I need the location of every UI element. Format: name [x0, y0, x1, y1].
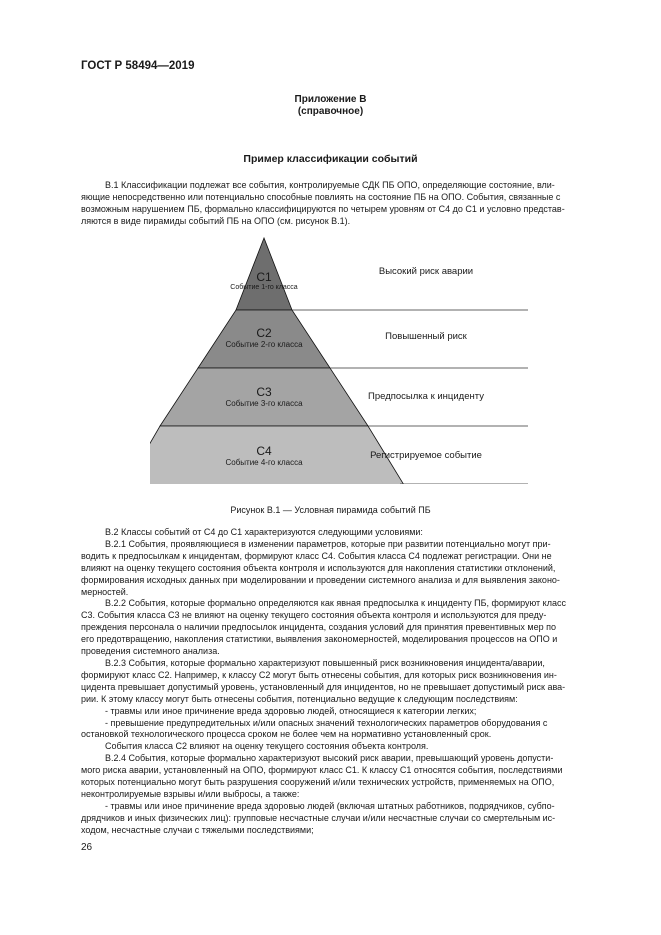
level-code: С1	[256, 270, 272, 284]
text-line: ляются в виде пирамиды событий ПБ на ОПО (см. рисунок В.1).	[81, 215, 351, 226]
text-line: В.2.4 События, которые формально характеризуют высокий риск аварии, превышающий уровень допусти-	[105, 753, 554, 764]
level-code: С2	[256, 326, 272, 340]
section-title: Пример классификации событий	[243, 153, 418, 165]
text-line: его предотвращению, накопления статистики, выявления закономерностей, моделирования процессов на ОПО и	[81, 634, 558, 645]
level-c1-label: Высокий риск аварии	[378, 266, 474, 277]
text-line: которых потенциально могут быть разрушения сооружений и/или технических устройств, применяемых на ОПО,	[81, 777, 555, 788]
page-number: 26	[81, 842, 93, 853]
text-line: остановкой технологического процесса сроком не более чем на нормативно установленный срок.	[81, 729, 492, 740]
intro-paragraph	[81, 180, 593, 228]
text-line: влияют на оценку текущего состояния объекта контроля и используются для накопления статистики отклонений,	[81, 562, 556, 573]
text-line: В.2.3 События, которые формально характеризуют повышенный риск возникновения инцидента/аварии,	[105, 657, 545, 668]
level-sub: Событие 3-го класса	[225, 399, 303, 408]
text-line: - травмы или иное причинение вреда здоровью людей (включая штатных работников, подрядчиков, субпо-	[105, 800, 555, 811]
text-line: мерностей.	[81, 586, 129, 597]
level-c3-label: Предпосылка к инциденту	[368, 391, 484, 402]
level-c2-text	[194, 326, 334, 349]
text-line: возможным нарушением ПБ, формально классифицируются по четырем уровням от С4 до С1 и условно представ-	[81, 203, 565, 214]
appendix-title: Приложение В	[294, 94, 367, 105]
text-line: В.2.2 События, которые формально определяются как явная предпосылка к инциденту ПБ, формируют класс	[105, 598, 566, 609]
text-line: ходом, несчастные случаи с тяжелыми последствиями;	[81, 824, 314, 835]
text-line: В.2.1 События, проявляющиеся в изменении параметров, которые при развитии потенциально могут при-	[105, 538, 551, 549]
text-line: водить к предпосылкам к инцидентам, формируют класс С4. События класса С4 подлежат регистрации. Они не	[81, 550, 552, 561]
text-line: В.2 Классы событий от С4 до С1 характеризуются следующими условиями:	[105, 527, 423, 537]
text-line: преждения персонала о наличии предпосылок инцидента, создания условий для принятия превентивных мер по	[81, 622, 556, 633]
pyramid-figure	[150, 234, 530, 484]
level-sub: Событие 4-го класса	[225, 458, 303, 467]
level-sub: Событие 1-го класса	[230, 284, 298, 291]
level-code: С4	[256, 444, 272, 458]
level-sub: Событие 2-го класса	[225, 340, 303, 349]
level-c2-label: Повышенный риск	[385, 331, 467, 342]
level-c4-label: Регистрируемое событие	[370, 450, 482, 461]
document-header: ГОСТ Р 58494—2019	[81, 60, 195, 72]
text-line: - травмы или иное причинение вреда здоровью людей, относящиеся к категории легких;	[105, 705, 477, 716]
appendix-note: (справочное)	[297, 106, 364, 117]
text-line: неконтролируемые взрывы и/или выбросы, а также:	[81, 788, 300, 799]
level-c3-text	[194, 385, 334, 408]
text-line: В.1 Классификации подлежат все события, контролируемые СДК ПБ ОПО, определяющие состояние, вли-	[105, 180, 555, 190]
text-line: цидента превышает допустимый уровень, установленный для инцидентов, но не превышает допустимый риск ава-	[81, 681, 566, 692]
text-line: дрядчиков и иных физических лиц): групповые несчастные случаи и/или несчастные случаи со смертельным ис-	[81, 812, 556, 823]
figure-caption: Рисунок В.1 — Условная пирамида событий ПБ	[230, 505, 431, 515]
level-code: С3	[256, 385, 272, 399]
text-line: - превышение предупредительных и/или опасных значений технологических параметров оборудования с	[105, 717, 548, 728]
text-line: События класса С2 влияют на оценку текущего состояния объекта контроля.	[105, 741, 429, 752]
level-c4-text	[194, 444, 334, 467]
text-line: формирования исходных данных при моделировании и проведении системного анализа и для выявления законо-	[81, 574, 560, 585]
text-line: рии. К этому классу могут быть отнесены события, потенциально ведущие к следующим последствиям:	[81, 693, 518, 704]
body-text	[81, 527, 593, 837]
level-c1-text	[214, 270, 314, 292]
text-line: С3. События класса С3 не влияют на оценку текущего состояния объекта контроля и используются для преду-	[81, 610, 547, 621]
text-line: формируют класс С2. Например, к классу С2 могут быть отнесены события, для которых риск возникновения ин-	[81, 669, 557, 680]
text-line: проведения системного анализа.	[81, 646, 220, 657]
text-line: яющие непосредственно или потенциально способные повлиять на состояние ПБ на ОПО. События, связанные с	[81, 191, 561, 202]
text-line: мого риска аварии, установленный на ОПО, формируют класс С1. К классу С1 относятся события, последствиями	[81, 765, 563, 776]
